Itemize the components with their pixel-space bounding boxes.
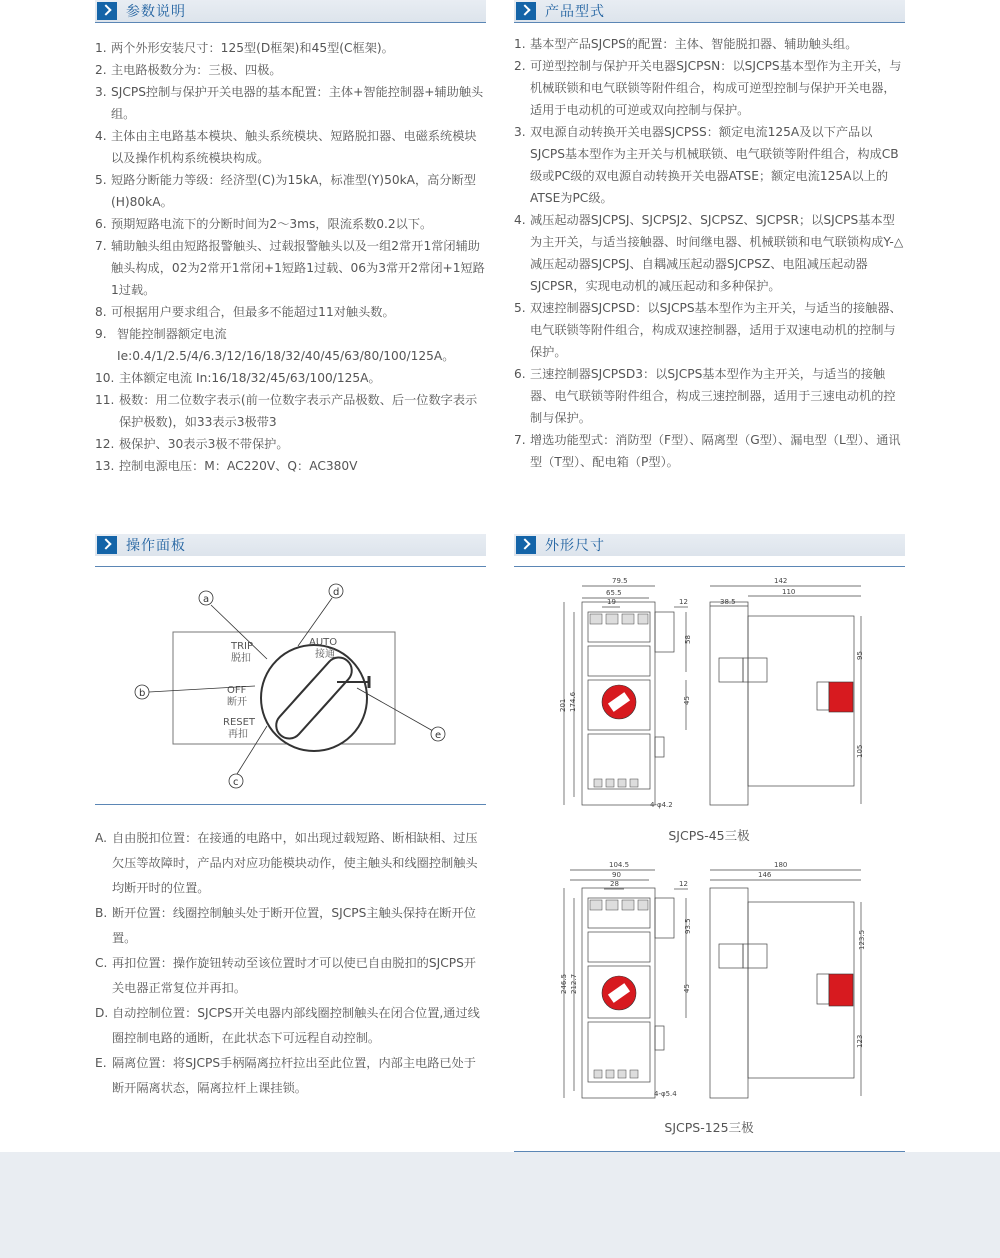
list-item-text: 主电路极数分为：三极、四极。 xyxy=(111,63,282,77)
d45-caption: SJCPS-45三极 xyxy=(668,828,750,843)
list-item-number: 3. xyxy=(514,125,526,139)
list-item xyxy=(514,363,906,429)
dims-rule xyxy=(514,566,905,567)
chevron-right-icon xyxy=(97,2,117,20)
list-item-text: 控制电源电压：M：AC220V、Q：AC380V xyxy=(119,459,358,473)
list-item xyxy=(95,951,487,1001)
callout-c: c xyxy=(233,777,239,788)
callout-a: a xyxy=(203,594,210,605)
list-item-number: 12. xyxy=(95,437,115,451)
list-item xyxy=(514,297,906,363)
d45-w2: 65.5 xyxy=(606,589,622,597)
list-item-number: 7. xyxy=(95,239,107,253)
list-item-text: 隔离位置：将SJCPS手柄隔离拉杆拉出至此位置，内部主电路已处于断开隔离状态，隔离拉杆上课挂锁。 xyxy=(112,1056,476,1095)
params-title: 参数说明 xyxy=(126,4,186,20)
list-item-text: 再扣位置：操作旋钮转动至该位置时才可以使已自由脱扣的SJCPS开关电器正常复位并再扣。 xyxy=(112,956,476,995)
chevron-right-icon xyxy=(516,536,536,554)
models-title: 产品型式 xyxy=(545,4,605,20)
list-item xyxy=(95,901,487,951)
list-item-text: 极数：用二位数字表示(前一位数字表示产品极数、后一位数字表示保护极数)，如33表示3极带3 xyxy=(119,393,478,429)
label-trip: TRIP xyxy=(231,641,254,652)
list-item xyxy=(95,433,487,455)
models-header xyxy=(514,0,905,22)
list-item-text: 可逆型控制与保护开关电器SJCPSN：以SJCPS基本型作为主开关，与机械联锁和电气联锁等附件组合，构成可逆型控制与保护开关电器，适用于电动机的可逆或双向控制与保护。 xyxy=(530,59,902,117)
list-item-text: 增选功能型式：消防型（F型）、隔离型（G型）、漏电型（L型）、通讯型（T型）、配电箱（P型）。 xyxy=(530,433,901,469)
list-item-text: 主体额定电流 In:16/18/32/45/63/100/125A。 xyxy=(119,371,381,385)
d125-w1: 104.5 xyxy=(609,861,630,869)
list-item-number: 4. xyxy=(95,129,107,143)
list-item-number: E. xyxy=(95,1056,107,1070)
list-item-number: B. xyxy=(95,906,108,920)
list-item-number: 10. xyxy=(95,371,115,385)
callout-d: d xyxy=(333,587,340,598)
list-item-text: 双速控制器SJCPSD：以SJCPS基本型作为主开关，与适当的接触器、电气联锁等附件组合，构成双速控制器，适用于双速电动机的控制与保护。 xyxy=(530,301,902,359)
dims-title: 外形尺寸 xyxy=(545,538,605,554)
list-item-number: 2. xyxy=(514,59,526,73)
list-item-text: 短路分断能力等级：经济型(C)为15kA，标准型(Y)50kA，高分断型(H)80kA。 xyxy=(111,173,476,209)
list-item xyxy=(514,209,906,297)
list-item-number: 5. xyxy=(514,301,526,315)
panel-rule xyxy=(95,566,486,567)
label-reset: RESET xyxy=(223,717,256,728)
d125-h1: 246.5 xyxy=(560,973,568,994)
d45-h2: 174.6 xyxy=(569,691,577,712)
callout-b: b xyxy=(139,688,146,699)
d125-w2: 90 xyxy=(612,871,621,879)
d45-sh1: 95 xyxy=(856,651,864,660)
chevron-right-icon xyxy=(516,2,536,20)
d125-h4: 45 xyxy=(683,984,691,993)
list-item-number: 9. xyxy=(95,327,107,341)
list-item-text: 智能控制器额定电流Ie:0.4/1/2.5/4/6.3/12/16/18/32/40/45/63/80/100/125A。 xyxy=(117,327,455,363)
d125-w3: 28 xyxy=(610,880,619,888)
d45-w4: 12 xyxy=(679,598,688,606)
list-item xyxy=(95,37,487,59)
panel-header xyxy=(95,534,486,556)
list-item-number: 8. xyxy=(95,305,107,319)
list-item xyxy=(95,59,487,81)
list-item xyxy=(95,81,487,125)
list-item xyxy=(95,125,487,169)
d45-s1: 142 xyxy=(774,577,788,585)
d125-s1: 180 xyxy=(774,861,788,869)
label-off-cn: 断开 xyxy=(227,697,247,708)
models-rule xyxy=(514,22,905,23)
d45-s2: 110 xyxy=(782,588,796,596)
list-item xyxy=(95,213,487,235)
list-item xyxy=(514,429,906,473)
dimension-drawing-45 xyxy=(514,572,905,817)
list-item-text: 主体由主电路基本模块、触头系统模块、短路脱扣器、电磁系统模块以及操作机构系统模块构成。 xyxy=(111,129,477,165)
list-item xyxy=(95,323,487,367)
list-item-number: 4. xyxy=(514,213,526,227)
list-item-number: D. xyxy=(95,1006,109,1020)
d125-sh2: 123 xyxy=(856,1034,864,1048)
list-item xyxy=(95,455,487,477)
operation-panel-diagram xyxy=(95,570,486,800)
d125-h3: 93.5 xyxy=(684,918,692,934)
params-list xyxy=(95,37,487,477)
panel-bottom-rule xyxy=(95,804,486,805)
label-off: OFF xyxy=(227,685,247,696)
label-auto-cn: 接通 xyxy=(315,649,335,660)
d45-h1: 201 xyxy=(559,698,567,712)
list-item-text: 自动控制位置：SJCPS开关电器内部线圈控制触头在闭合位置,通过线圈控制电路的通断，在此状态下可远程自动控制。 xyxy=(112,1006,480,1045)
d125-sh1: 123.5 xyxy=(858,929,866,950)
d125-w4: 12 xyxy=(679,880,688,888)
list-item xyxy=(95,301,487,323)
panel-list xyxy=(95,826,487,1101)
list-item xyxy=(514,121,906,209)
list-item-number: C. xyxy=(95,956,108,970)
panel-title: 操作面板 xyxy=(126,538,186,554)
d125-caption: SJCPS-125三极 xyxy=(664,1120,754,1135)
chevron-right-icon xyxy=(97,536,117,554)
list-item-text: 自由脱扣位置：在接通的电路中，如出现过载短路、断相缺相、过压欠压等故障时，产品内对应功能模块动作，使主触头和线圈控制触头均断开时的位置。 xyxy=(112,831,478,895)
list-item-text: 两个外形安装尺寸：125型(D框架)和45型(C框架)。 xyxy=(111,41,394,55)
list-item-number: 7. xyxy=(514,433,526,447)
callout-e: e xyxy=(435,730,442,741)
list-item-number: 1. xyxy=(95,41,107,55)
list-item xyxy=(95,367,487,389)
list-item-text: 三速控制器SJCPSD3：以SJCPS基本型作为主开关，与适当的接触器、电气联锁等附件组合，构成三速控制器，适用于三速电动机的控制与保护。 xyxy=(530,367,896,425)
d45-h4: 45 xyxy=(683,696,691,705)
d125-h2: 212.7 xyxy=(570,973,578,994)
footer-band xyxy=(0,1152,1000,1258)
list-item-text: 断开位置：线圈控制触头处于断开位置，SJCPS主触头保持在断开位置。 xyxy=(112,906,476,945)
list-item xyxy=(95,1051,487,1101)
list-item-number: A. xyxy=(95,831,107,845)
d45-w1: 79.5 xyxy=(612,577,628,585)
list-item-text: 可根据用户要求组合，但最多不能超过11对触头数。 xyxy=(111,305,395,319)
list-item xyxy=(95,169,487,213)
list-item-text: SJCPS控制与保护开关电器的基本配置：主体+智能控制器+辅助触头组。 xyxy=(111,85,484,121)
d45-hole: 4-φ4.2 xyxy=(650,801,673,809)
list-item xyxy=(514,55,906,121)
dims-header xyxy=(514,534,905,556)
d45-s3: 38.5 xyxy=(720,598,736,606)
list-item-number: 2. xyxy=(95,63,107,77)
list-item-number: 3. xyxy=(95,85,107,99)
models-list xyxy=(514,33,906,473)
list-item xyxy=(95,826,487,901)
d125-hole: 4-φ5.4 xyxy=(654,1090,677,1098)
list-item-text: 辅助触头组由短路报警触头、过载报警触头以及一组2常开1常闭辅助触头构成，02为2常开1常闭+1短路1过载、06为3常开2常闭+1短路1过载。 xyxy=(111,239,485,297)
list-item-text: 预期短路电流下的分断时间为2～3ms，限流系数0.2以下。 xyxy=(111,217,433,231)
list-item-text: 基本型产品SJCPS的配置：主体、智能脱扣器、辅助触头组。 xyxy=(530,37,858,51)
label-trip-cn: 脱扣 xyxy=(231,653,251,664)
d45-h3: 58 xyxy=(684,635,692,644)
d125-s2: 146 xyxy=(758,871,772,879)
list-item-text: 极保护、30表示3极不带保护。 xyxy=(119,437,289,451)
list-item xyxy=(514,33,906,55)
list-item xyxy=(95,235,487,301)
list-item-number: 6. xyxy=(95,217,107,231)
list-item-number: 1. xyxy=(514,37,526,51)
d45-sh2: 105 xyxy=(856,744,864,758)
d45-w3: 19 xyxy=(607,598,616,606)
list-item-text: 双电源自动转换开关电器SJCPSS：额定电流125A及以下产品以SJCPS基本型作为主开关与机械联锁、电气联锁等附件组合，构成CB级或PC级的双电源自动转换开关电器ATSE；额定电流125A以上的ATSE为PC级。 xyxy=(530,125,899,205)
list-item xyxy=(95,389,487,433)
label-auto: AUTO xyxy=(309,637,338,648)
list-item-number: 11. xyxy=(95,393,115,407)
list-item-text: 减压起动器SJCPSJ、SJCPSJ2、SJCPSZ、SJCPSR；以SJCPS基本型为主开关，与适当接触器、时间继电器、机械联锁和电气联锁构成Y-△减压起动器SJCPSJ、自耦减压起动器SJCPSZ、电阻减压起动器SJCPSR，实现电动机的减压起动和多种保护。 xyxy=(530,213,904,293)
params-rule xyxy=(95,22,486,23)
label-reset-cn: 再扣 xyxy=(228,729,248,740)
dimension-drawing-125 xyxy=(514,856,905,1106)
list-item-number: 13. xyxy=(95,459,115,473)
list-item-number: 5. xyxy=(95,173,107,187)
list-item xyxy=(95,1001,487,1051)
params-header xyxy=(95,0,486,22)
list-item-number: 6. xyxy=(514,367,526,381)
